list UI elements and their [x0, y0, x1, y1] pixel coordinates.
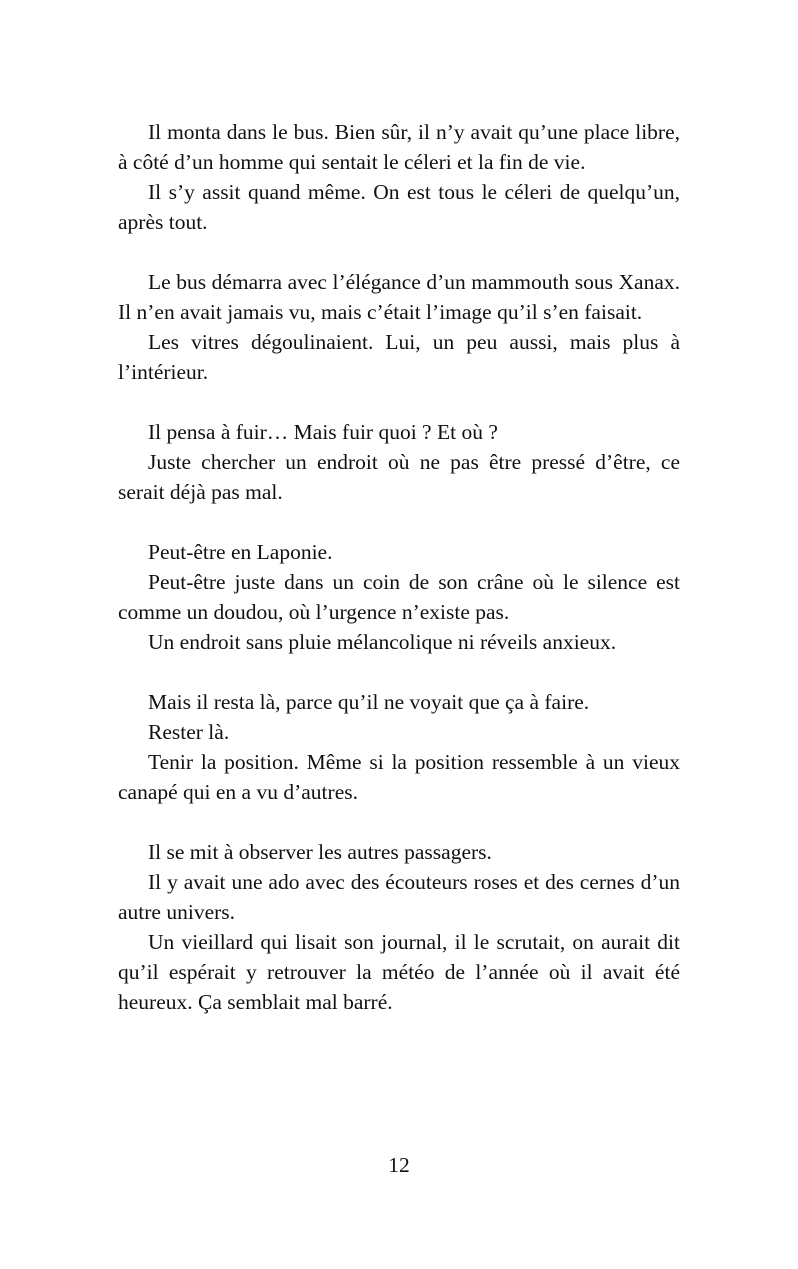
paragraph: Il monta dans le bus. Bien sûr, il n’y avait qu’une place libre, à côté d’un homme qui sentait le céleri et la fin de vie.: [118, 120, 680, 174]
text-section-6: [118, 837, 680, 1017]
paragraph: Il s’y assit quand même. On est tous le céleri de quelqu’un, après tout.: [118, 180, 680, 234]
paragraph: Tenir la position. Même si la position ressemble à un vieux canapé qui en a vu d’autres.: [118, 750, 680, 804]
paragraph: Les vitres dégoulinaient. Lui, un peu aussi, mais plus à l’intérieur.: [118, 330, 680, 384]
text-section-2: [118, 267, 680, 387]
paragraph: Mais il resta là, parce qu’il ne voyait que ça à faire.: [148, 690, 590, 714]
paragraph: Il se mit à observer les autres passagers.: [148, 840, 492, 864]
paragraph: Il y avait une ado avec des écouteurs roses et des cernes d’un autre univers.: [118, 870, 680, 924]
page-number: 12: [388, 1153, 410, 1177]
paragraph: Rester là.: [148, 720, 230, 744]
paragraph: Un endroit sans pluie mélancolique ni réveils anxieux.: [148, 630, 617, 654]
paragraph: Peut-être en Laponie.: [148, 540, 333, 564]
paragraph: Il pensa à fuir… Mais fuir quoi ? Et où ?: [148, 420, 498, 444]
text-section-4: [118, 537, 680, 657]
paragraph: Le bus démarra avec l’élégance d’un mammouth sous Xanax. Il n’en avait jamais vu, mais c’était l’image qu’il s’en faisait.: [118, 270, 680, 324]
text-section-1: [118, 117, 680, 237]
paragraph: Un vieillard qui lisait son journal, il le scrutait, on aurait dit qu’il espérait y retrouver la météo de l’année où il avait été heureux. Ça semblait mal barré.: [118, 930, 680, 1014]
text-section-3: [118, 417, 680, 507]
paragraph: Juste chercher un endroit où ne pas être pressé d’être, ce serait déjà pas mal.: [118, 450, 680, 504]
paragraph: Peut-être juste dans un coin de son crâne où le silence est comme un doudou, où l’urgence n’existe pas.: [118, 570, 680, 624]
book-page-body: [118, 117, 680, 1047]
text-section-5: [118, 687, 680, 807]
